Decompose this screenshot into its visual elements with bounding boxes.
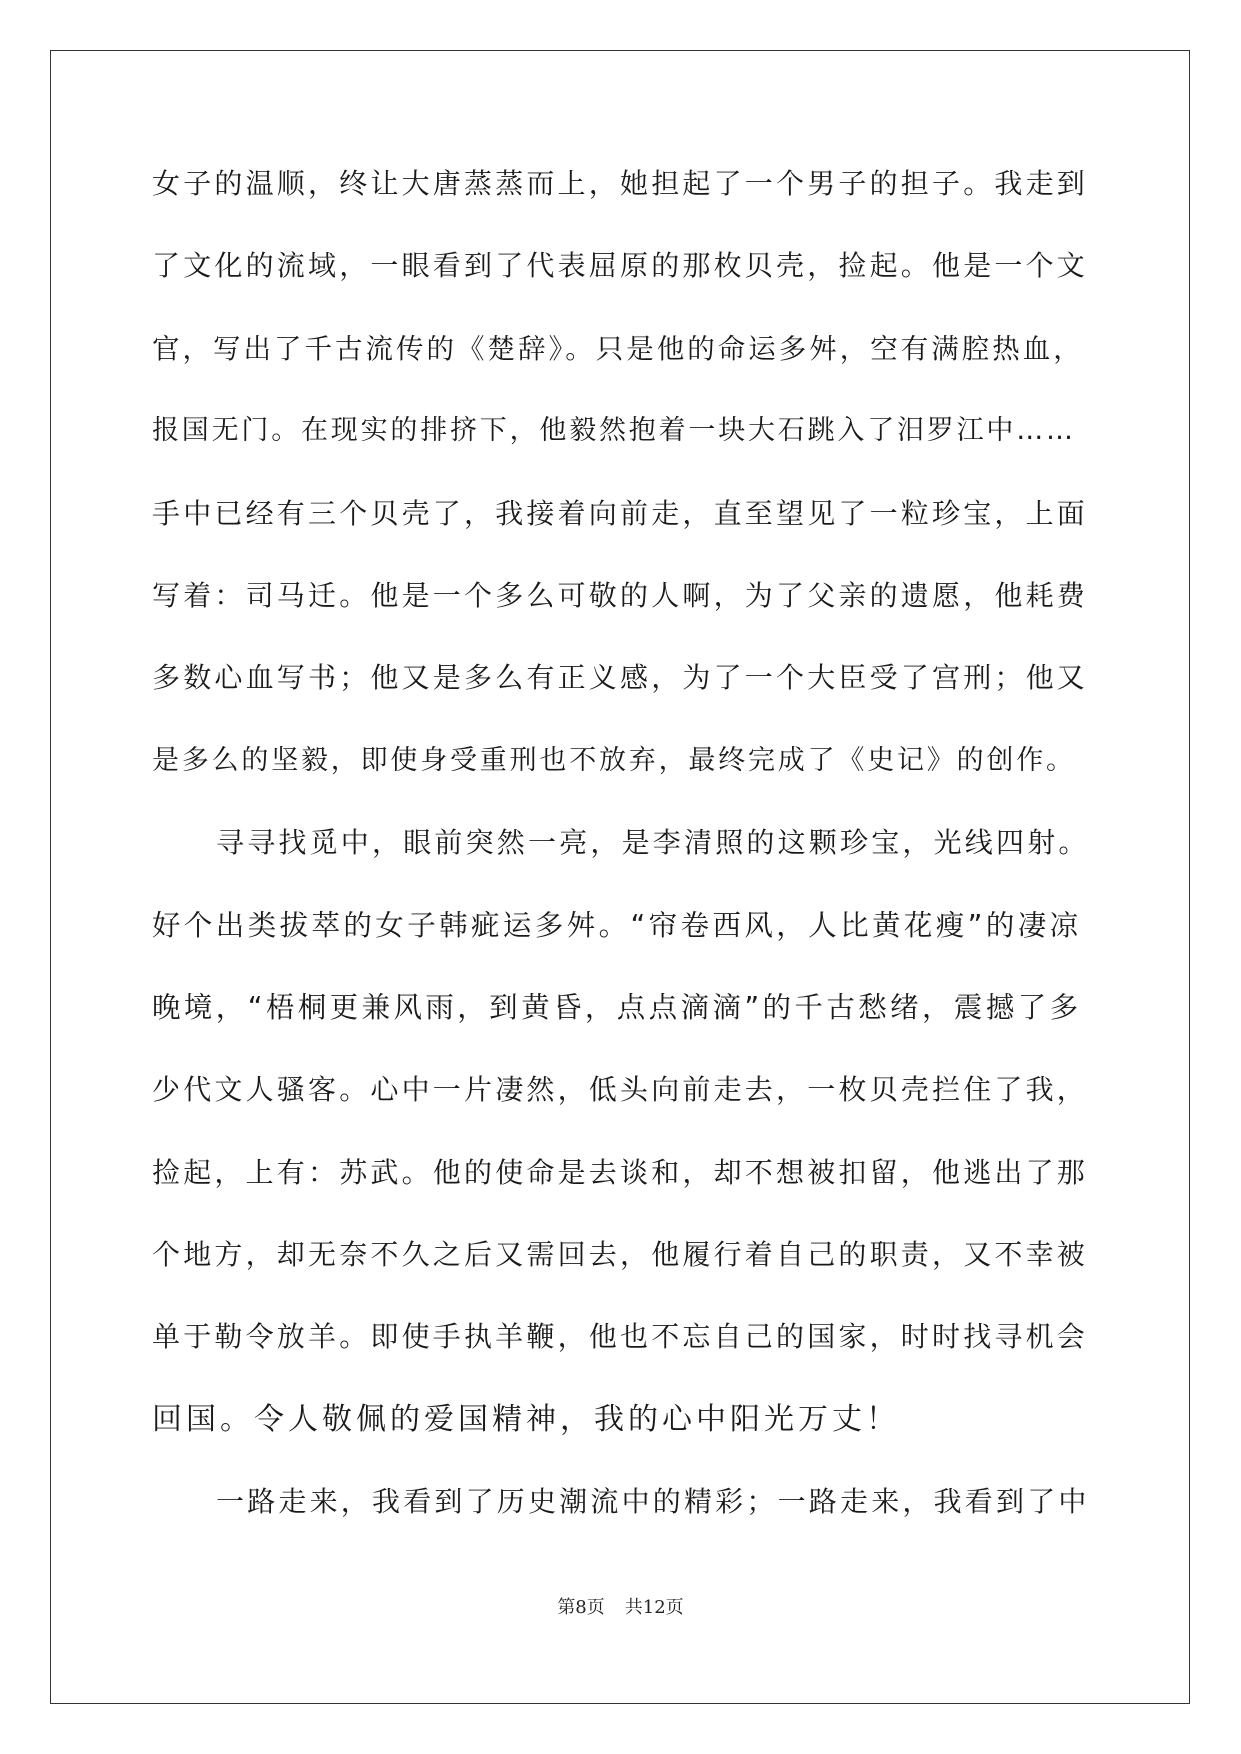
- text-line-16: 回国。令人敬佩的爱国精神，我的心中阳光万丈！: [152, 1401, 900, 1437]
- text-line-17: 一路走来，我看到了历史潮流中的精彩；一路走来，我看到了中: [216, 1485, 1090, 1519]
- text-line-11: 晚境，“梧桐更兼风雨，到黄昏，点点滴滴”的千古愁绪，震撼了多: [152, 990, 1082, 1024]
- text-line-14: 个地方，却无奈不久之后又需回去，他履行着自己的职责，又不幸被: [152, 1238, 1089, 1272]
- text-line-2: 了文化的流域，一眼看到了代表屈原的那枚贝壳，捡起。他是一个文: [152, 249, 1089, 283]
- text-line-10: 好个出类拔萃的女子韩疵运多舛。“帘卷西风，人比黄花瘦”的凄凉: [152, 908, 1082, 942]
- page-total: 共12页: [624, 1597, 684, 1618]
- page-footer: [0, 1593, 1241, 1619]
- text-line-15: 单于勒令放羊。即使手执羊鞭，他也不忘自己的国家，时时找寻机会: [152, 1320, 1089, 1354]
- text-line-8: 是多么的坚毅，即使身受重刑也不放弃，最终完成了《史记》的创作。: [152, 744, 1076, 776]
- text-line-5: 手中已经有三个贝壳了，我接着向前走，直至望见了一粒珍宝，上面: [152, 496, 1089, 530]
- text-line-7: 多数心血写书；他又是多么有正义感，为了一个大臣受了宫刑；他又: [152, 661, 1089, 695]
- text-line-3: 官，写出了千古流传的《楚辞》。只是他的命运多舛，空有满腔热血，: [152, 332, 1084, 365]
- text-line-12: 少代文人骚客。心中一片凄然，低头向前走去，一枚贝壳拦住了我，: [152, 1073, 1089, 1107]
- text-line-6: 写着：司马迁。他是一个多么可敬的人啊，为了父亲的遗愿，他耗费: [152, 578, 1089, 612]
- text-line-4: 报国无门。在现实的排挤下，他毅然抱着一块大石跳入了汨罗江中……: [152, 415, 1076, 447]
- text-line-9: 寻寻找觅中，眼前突然一亮，是李清照的这颗珍宝，光线四射。: [216, 826, 1090, 860]
- text-line-1: 女子的温顺，终让大唐蒸蒸而上，她担起了一个男子的担子。我走到: [152, 167, 1089, 200]
- document-body: [152, 164, 1092, 1565]
- page-number: 第8页: [557, 1597, 605, 1618]
- text-line-13: 捡起，上有：苏武。他的使命是去谈和，却不想被扣留，他逃出了那: [152, 1155, 1089, 1189]
